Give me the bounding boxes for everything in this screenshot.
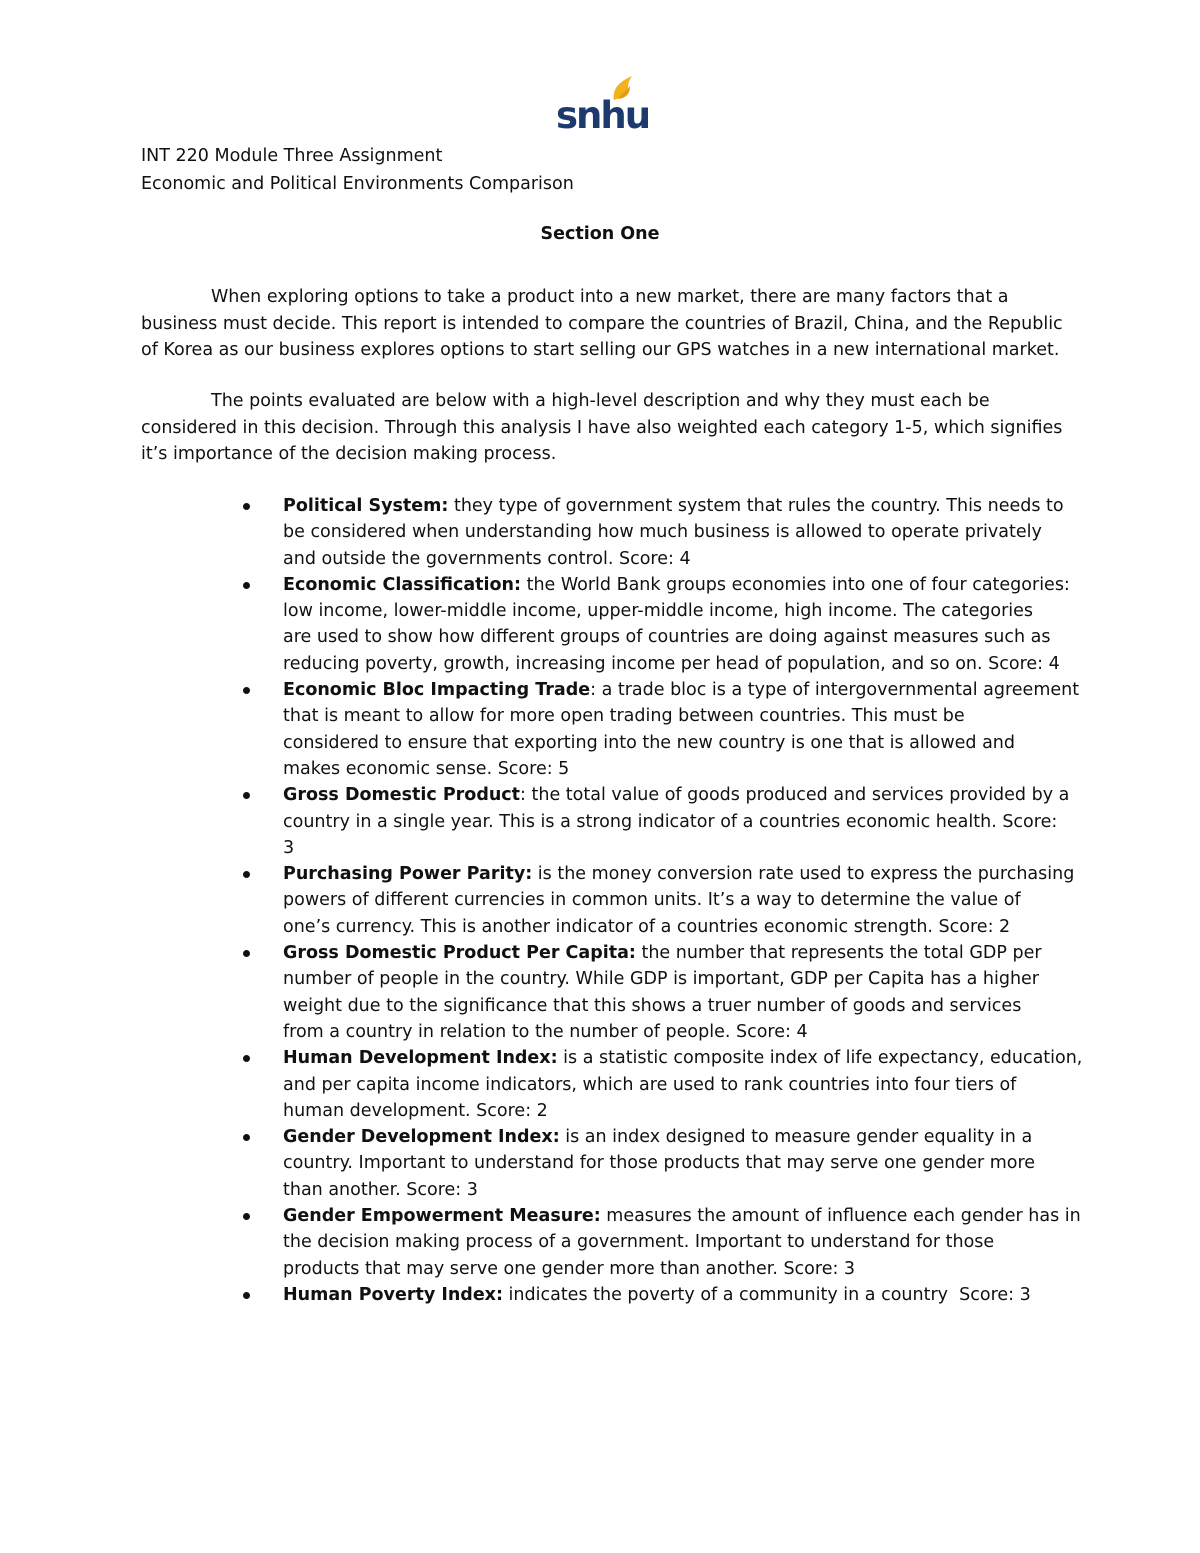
list-item [0,782,1200,861]
list-item-line [283,493,1073,519]
paragraph-line: business must decide. This report is intended to compare the countries of Brazil, China, and the Republic [141,313,1063,334]
criteria-term: Economic Classification: [283,574,522,595]
criteria-term: Economic Bloc Impacting Trade [283,680,591,701]
snhu-logo [556,72,650,137]
list-item-text [283,677,1080,782]
paragraph-line: The points evaluated are below with a high-level description and why they must each be [211,391,990,411]
list-item [0,940,1200,1045]
list-item-line [283,1045,1083,1071]
criteria-description: is the money conversion rate used to express the purchasing [532,864,1075,885]
bullet-icon [243,1055,250,1062]
list-item-line: low income, lower-middle income, upper-middle income, high income. The categories [283,601,1034,622]
course-title: INT 220 Module Three Assignment [141,146,443,166]
list-item-text [283,1045,1083,1124]
intro-paragraph [141,284,1061,364]
list-item-line: human development. Score: 2 [283,1100,548,1121]
list-item [0,1045,1200,1124]
list-item-line [283,1203,1081,1229]
list-item-line: that is meant to allow for more open trading between countries. This must be [283,706,965,727]
criteria-term: Purchasing Power Parity: [283,864,533,885]
list-item [0,1282,1200,1308]
evaluation-paragraph [141,388,1061,468]
bullet-icon [243,950,250,957]
list-item-line: considered to ensure that exporting into the new country is one that is allowed and [283,732,1016,753]
document-title: Economic and Political Environments Comparison [141,174,574,194]
criteria-term: Gender Development Index: [283,1127,560,1148]
list-item-line [283,1282,1073,1308]
bullet-icon [243,871,250,878]
list-item-line: are used to show how different groups of countries are doing against measures such as [283,627,1051,648]
bullet-icon [243,1213,250,1220]
criteria-description: they type of government system that rules the country. This needs to [448,496,1064,516]
list-item-line: 3 [283,837,295,858]
paragraph-line: considered in this decision. Through this analysis I have also weighted each category 1-5, which signifies [141,417,1063,438]
paragraph-line: of Korea as our business explores options to start selling our GPS watches in a new international market. [141,340,1060,360]
list-item-line: products that may serve one gender more than another. Score: 3 [283,1258,856,1279]
criteria-description: : the total value of goods produced and services provided by a [520,785,1070,806]
list-item-line: one’s currency. This is another indicator of a countries economic strength. Score: 2 [283,916,1011,937]
bullet-icon [243,792,250,799]
list-item-text [283,861,1073,940]
list-item-text [283,1203,1081,1282]
list-item-text [283,1282,1073,1308]
list-item-text [283,782,1073,861]
criteria-description: : a trade bloc is a type of intergovernmental agreement [590,680,1080,701]
list-item-text [283,572,1073,677]
list-item-text [283,1124,1073,1203]
list-item [0,1124,1200,1203]
criteria-description: indicates the poverty of a community in a country Score: 3 [502,1284,1031,1305]
list-item [0,677,1200,782]
list-item-line: and per capita income indicators, which are used to rank countries into four tiers of [283,1074,1017,1095]
list-item-line: powers of different currencies in common units. It’s a way to determine the value of [283,890,1021,911]
list-item-line: and outside the governments control. Score: 4 [283,548,691,569]
bullet-icon [243,503,250,510]
list-item-line: makes economic sense. Score: 5 [283,758,570,779]
paragraph-line: it’s importance of the decision making process. [141,444,557,464]
bullet-icon [243,1292,250,1299]
list-item-line: from a country in relation to the number of people. Score: 4 [283,1021,808,1042]
list-item [0,493,1200,572]
list-item-line: weight due to the significance that this shows a truer number of goods and services [283,995,1022,1016]
list-item [0,1203,1200,1282]
list-item-line: country in a single year. This is a strong indicator of a countries economic health. Score: [283,811,1058,832]
list-item [0,572,1200,677]
criteria-term: Human Development Index: [283,1048,558,1069]
criteria-description: is a statistic composite index of life expectancy, education, [557,1048,1083,1069]
list-item-line [283,1124,1073,1150]
list-item-line [283,572,1073,598]
paragraph-line: When exploring options to take a product into a new market, there are many factors that a [211,287,1009,307]
bullet-icon [243,582,250,589]
list-item-line [283,677,1080,703]
criteria-list [0,493,1200,1308]
list-item [0,861,1200,940]
list-item-text [283,493,1073,572]
bullet-icon [243,1134,250,1141]
list-item-line: country. Important to understand for those products that may serve one gender more [283,1153,1036,1174]
list-item-line: be considered when understanding how much business is allowed to operate privately [283,522,1042,543]
list-item-line [283,782,1073,808]
list-item-line: reducing poverty, growth, increasing income per head of population, and so on. Score: 4 [283,653,1060,674]
criteria-term: Gross Domestic Product Per Capita: [283,943,636,964]
list-item-text [283,940,1073,1045]
list-item-line: number of people in the country. While GDP is important, GDP per Capita has a higher [283,969,1039,990]
criteria-term: Human Poverty Index: [283,1284,503,1305]
criteria-description: measures the amount of influence each gender has in [600,1206,1081,1227]
criteria-description: the World Bank groups economies into one of four categories: [521,574,1070,595]
criteria-term: Political System: [283,496,449,516]
bullet-icon [243,687,250,694]
list-item-line: than another. Score: 3 [283,1179,478,1200]
criteria-description: the number that represents the total GDP per [635,943,1042,964]
list-item-line: the decision making process of a government. Important to understand for those [283,1232,995,1253]
logo-text: snhu [556,94,650,137]
list-item-line [283,861,1073,887]
criteria-description: is an index designed to measure gender equality in a [559,1127,1033,1148]
section-title: Section One [540,224,660,244]
list-item-line [283,940,1073,966]
criteria-term: Gross Domestic Product [283,785,521,806]
criteria-term: Gender Empowerment Measure: [283,1206,601,1227]
